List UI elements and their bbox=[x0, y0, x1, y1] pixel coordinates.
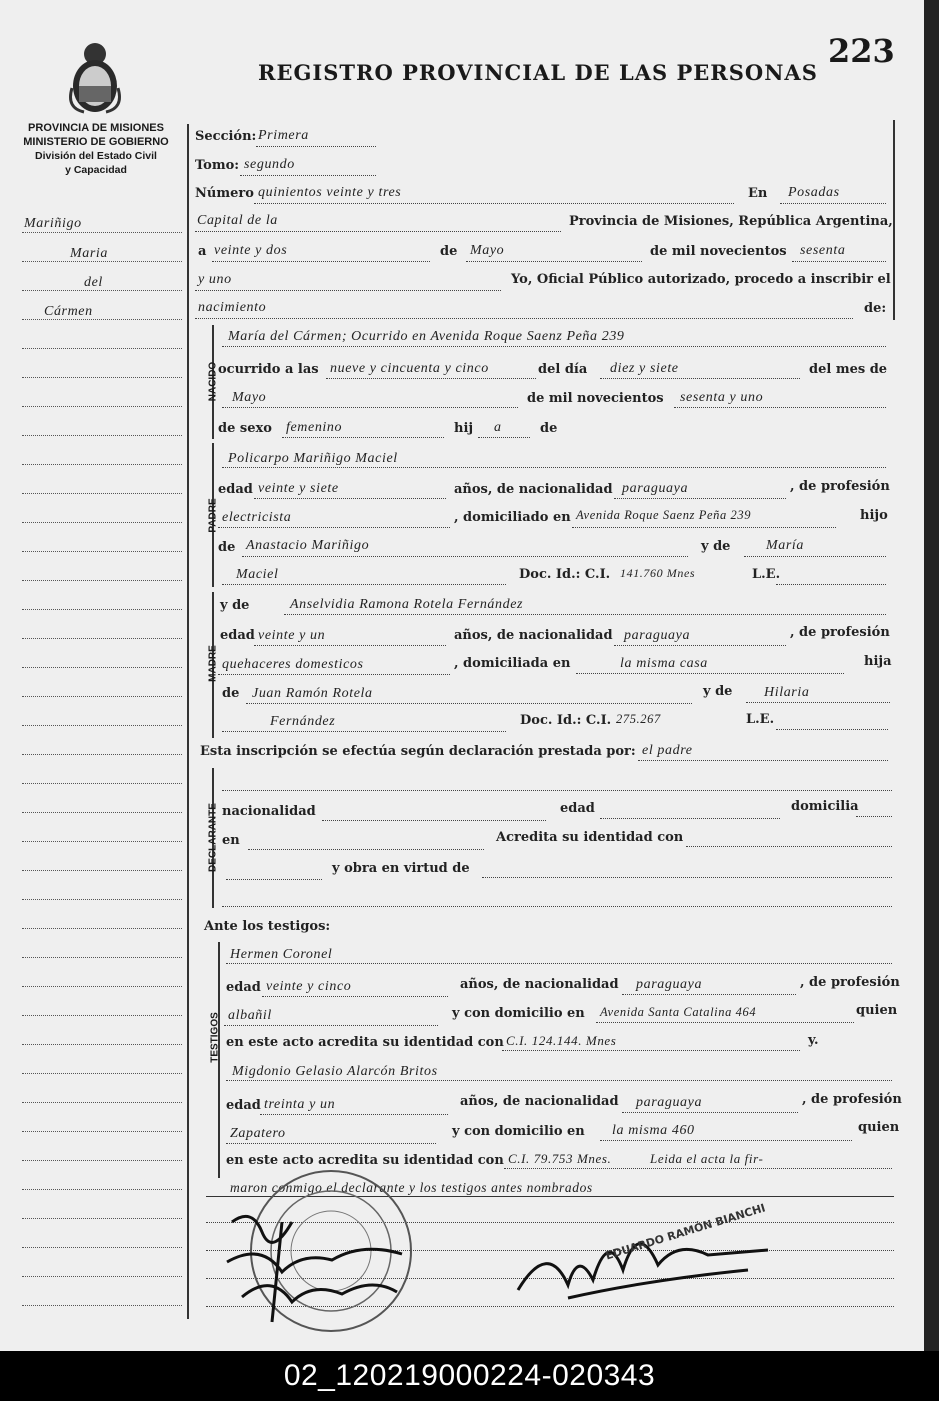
sidebar-line-ministry: MINISTERIO DE GOBIERNO bbox=[23, 136, 169, 148]
label-madre-profesion: , de profesión bbox=[790, 625, 890, 640]
signature-officer-icon bbox=[508, 1210, 788, 1320]
sidebar-line-capacity: y Capacidad bbox=[65, 164, 127, 176]
label-testigos: Ante los testigos: bbox=[204, 919, 331, 934]
value-nacido-sexo: femenino bbox=[286, 420, 343, 435]
label-padre-profesion: , de profesión bbox=[790, 479, 890, 494]
label-madre-y-de2: y de bbox=[703, 684, 733, 699]
label-padre-le: L.E. bbox=[752, 567, 781, 582]
label-t1-nacionalidad: años, de nacionalidad bbox=[460, 977, 619, 992]
label-t1-y: y. bbox=[808, 1033, 819, 1048]
value-testigo2-nota: Leida el acta la fir- bbox=[650, 1151, 764, 1166]
value-testigo2-profesion: Zapatero bbox=[230, 1126, 286, 1141]
label-a: a bbox=[198, 244, 207, 259]
label-madre-le: L.E. bbox=[746, 712, 775, 727]
value-padre-domicilio: Avenida Roque Saenz Peña 239 bbox=[576, 508, 752, 522]
label-t1-profesion: , de profesión bbox=[800, 975, 900, 990]
label-madre-de: de bbox=[222, 686, 240, 701]
value-nacido-hij: a bbox=[494, 420, 502, 435]
label-t2-nacionalidad: años, de nacionalidad bbox=[460, 1094, 619, 1109]
value-seccion: Primera bbox=[258, 128, 309, 143]
value-nacido-nombre: María del Cármen; Ocurrido en Avenida Roque Saenz Peña 239 bbox=[228, 329, 625, 344]
value-testigo1-nombre: Hermen Coronel bbox=[230, 947, 333, 962]
officer-stamp: EDUARDO RAMÓN BIANCHI bbox=[604, 1201, 767, 1263]
label-t1-quien: quien bbox=[856, 1003, 898, 1018]
value-testigo2-nacionalidad: paraguaya bbox=[636, 1095, 703, 1110]
section-label-nacido: NACIDO bbox=[207, 361, 219, 402]
sidebar-line-province: PROVINCIA DE MISIONES bbox=[28, 122, 164, 134]
label-numero: Número bbox=[195, 186, 254, 201]
label-decl-acredita: Acredita su identidad con bbox=[496, 830, 684, 845]
value-ciudad: Posadas bbox=[788, 185, 840, 200]
label-yo: Yo, Oficial Público autorizado, procedo a inscribir el bbox=[511, 272, 891, 287]
value-testigo1-nacionalidad: paraguaya bbox=[636, 977, 703, 992]
value-testigo1-ci: C.I. 124.144. Mnes bbox=[506, 1033, 617, 1048]
value-testigo2-nota2: maron conmigo el declarante y los testigos antes nombrados bbox=[230, 1180, 593, 1195]
label-t1-domicilio: y con domicilio en bbox=[452, 1006, 585, 1021]
label-del-dia: del día bbox=[538, 362, 588, 377]
label-seccion: Sección: bbox=[195, 129, 257, 144]
label-padre-doc: Doc. Id.: C.I. bbox=[519, 567, 611, 582]
value-madre-profesion: quehaceres domesticos bbox=[222, 657, 364, 672]
label-padre-y-de: y de bbox=[701, 539, 731, 554]
value-padre-madre: María bbox=[766, 538, 804, 553]
value-declarante-por: el padre bbox=[642, 743, 693, 758]
value-nacido-hora: nueve y cincuenta y cinco bbox=[330, 361, 489, 376]
value-madre-nacionalidad: paraguaya bbox=[624, 628, 691, 643]
signature-witnesses-icon bbox=[222, 1202, 432, 1332]
sidebar-line-division: División del Estado Civil bbox=[35, 150, 157, 162]
label-decl-obra: y obra en virtud de bbox=[332, 861, 470, 876]
value-padre-nacionalidad: paraguaya bbox=[622, 481, 689, 496]
label-hijo: hijo bbox=[860, 508, 888, 523]
label-t2-profesion: , de profesión bbox=[802, 1092, 902, 1107]
label-decl-en: en bbox=[222, 833, 240, 848]
value-padre-madre2: Maciel bbox=[236, 567, 279, 582]
label-de2: de: bbox=[864, 301, 887, 316]
value-madre-nombre: Anselvidia Ramona Rotela Fernández bbox=[290, 597, 524, 612]
margin-separator bbox=[187, 124, 189, 1319]
value-testigo1-profesion: albañil bbox=[228, 1008, 272, 1023]
label-de: de bbox=[440, 244, 458, 259]
value-padre-profesion: electricista bbox=[222, 510, 292, 525]
value-testigo2-ci: C.I. 79.753 Mnes. bbox=[508, 1151, 612, 1166]
value-testigo2-edad: treinta y un bbox=[264, 1097, 336, 1112]
value-madre-madre2: Fernández bbox=[270, 714, 336, 729]
label-ocurrido: ocurrido a las bbox=[218, 362, 319, 377]
value-padre-ci: 141.760 Mnes bbox=[620, 566, 696, 580]
value-nacido-mes: Mayo bbox=[232, 390, 267, 405]
value-padre-nombre: Policarpo Mariñigo Maciel bbox=[228, 451, 398, 466]
label-inscripcion: Esta inscripción se efectúa según declaración prestada por: bbox=[200, 744, 636, 759]
section-label-madre: MADRE bbox=[207, 645, 219, 682]
label-t2-domicilio: y con domicilio en bbox=[452, 1124, 585, 1139]
value-nacido-dia: diez y siete bbox=[610, 361, 679, 376]
label-madre-doc: Doc. Id.: C.I. bbox=[520, 713, 612, 728]
value-capital: Capital de la bbox=[197, 213, 278, 228]
coat-of-arms-icon bbox=[64, 38, 126, 116]
value-tomo: segundo bbox=[244, 157, 295, 172]
value-madre-padre: Juan Ramón Rotela bbox=[252, 686, 373, 701]
margin-name-1: Mariñigo bbox=[24, 216, 82, 231]
section-label-testigos: TESTIGOS bbox=[209, 1012, 221, 1063]
image-id-footer: 02_120219000224-020343 bbox=[0, 1351, 939, 1401]
section-label-padre: PADRE bbox=[207, 498, 219, 533]
value-dia: veinte y dos bbox=[214, 243, 288, 258]
value-testigo1-edad: veinte y cinco bbox=[266, 979, 352, 994]
label-decl-domicilia: domicilia bbox=[791, 799, 859, 814]
label-tomo: Tomo: bbox=[195, 158, 240, 173]
value-numero: quinientos veinte y tres bbox=[258, 185, 402, 200]
label-del-mes: del mes de bbox=[809, 362, 888, 377]
value-madre-madre: Hilaria bbox=[764, 685, 810, 700]
label-madre-edad: edad bbox=[220, 628, 255, 643]
label-decl-edad: edad bbox=[560, 801, 595, 816]
label-hij: hij bbox=[454, 421, 474, 436]
value-padre-padre: Anastacio Mariñigo bbox=[246, 538, 370, 553]
label-decl-nacionalidad: nacionalidad bbox=[222, 804, 316, 819]
section-label-declarante: DECLARANTE bbox=[207, 803, 219, 872]
value-testigo2-nombre: Migdonio Gelasio Alarcón Britos bbox=[232, 1064, 438, 1079]
margin-name-2: Maria bbox=[70, 246, 108, 261]
label-t2-edad: edad bbox=[226, 1098, 261, 1113]
value-padre-edad: veinte y siete bbox=[258, 481, 339, 496]
label-t1-edad: edad bbox=[226, 980, 261, 995]
label-de-mil: de mil novecientos bbox=[650, 244, 787, 259]
value-madre-edad: veinte y un bbox=[258, 628, 326, 643]
margin-name-3: del bbox=[84, 275, 103, 290]
page-number: 223 bbox=[828, 32, 895, 70]
value-testigo1-domicilio: Avenida Santa Catalina 464 bbox=[600, 1005, 757, 1019]
value-mes: Mayo bbox=[470, 243, 505, 258]
value-madre-ci: 275.267 bbox=[616, 712, 661, 726]
label-sexo: de sexo bbox=[218, 421, 272, 436]
label-en: En bbox=[748, 186, 768, 201]
label-de-mil2: de mil novecientos bbox=[527, 391, 664, 406]
value-nacido-anio: sesenta y uno bbox=[680, 390, 764, 405]
label-t1-acredita: en este acto acredita su identidad con bbox=[226, 1035, 504, 1050]
value-testigo2-domicilio: la misma 460 bbox=[612, 1123, 695, 1138]
label-t2-quien: quien bbox=[858, 1120, 900, 1135]
margin-name-4: Cármen bbox=[44, 304, 93, 319]
value-acto: nacimiento bbox=[198, 300, 267, 315]
label-madre-y-de: y de bbox=[220, 598, 250, 613]
page-title: REGISTRO PROVINCIAL DE LAS PERSONAS bbox=[258, 60, 818, 85]
label-de3: de bbox=[540, 421, 558, 436]
value-madre-domicilio: la misma casa bbox=[620, 656, 708, 671]
label-padre-de: de bbox=[218, 540, 236, 555]
value-anio: sesenta bbox=[800, 243, 846, 258]
label-padre-nacionalidad: años, de nacionalidad bbox=[454, 482, 613, 497]
label-padre-edad: edad bbox=[218, 482, 253, 497]
label-madre-domicilio: , domiciliada en bbox=[454, 656, 571, 671]
value-anio2: y uno bbox=[198, 272, 232, 287]
right-border bbox=[893, 120, 895, 320]
label-padre-domicilio: , domiciliado en bbox=[454, 510, 571, 525]
label-hija: hija bbox=[864, 654, 892, 669]
label-provincia: Provincia de Misiones, República Argentina, bbox=[569, 214, 893, 229]
label-madre-nacionalidad: años, de nacionalidad bbox=[454, 628, 613, 643]
sidebar-header bbox=[10, 121, 182, 177]
page-edge bbox=[924, 0, 939, 1351]
label-t2-acredita: en este acto acredita su identidad con bbox=[226, 1153, 504, 1168]
